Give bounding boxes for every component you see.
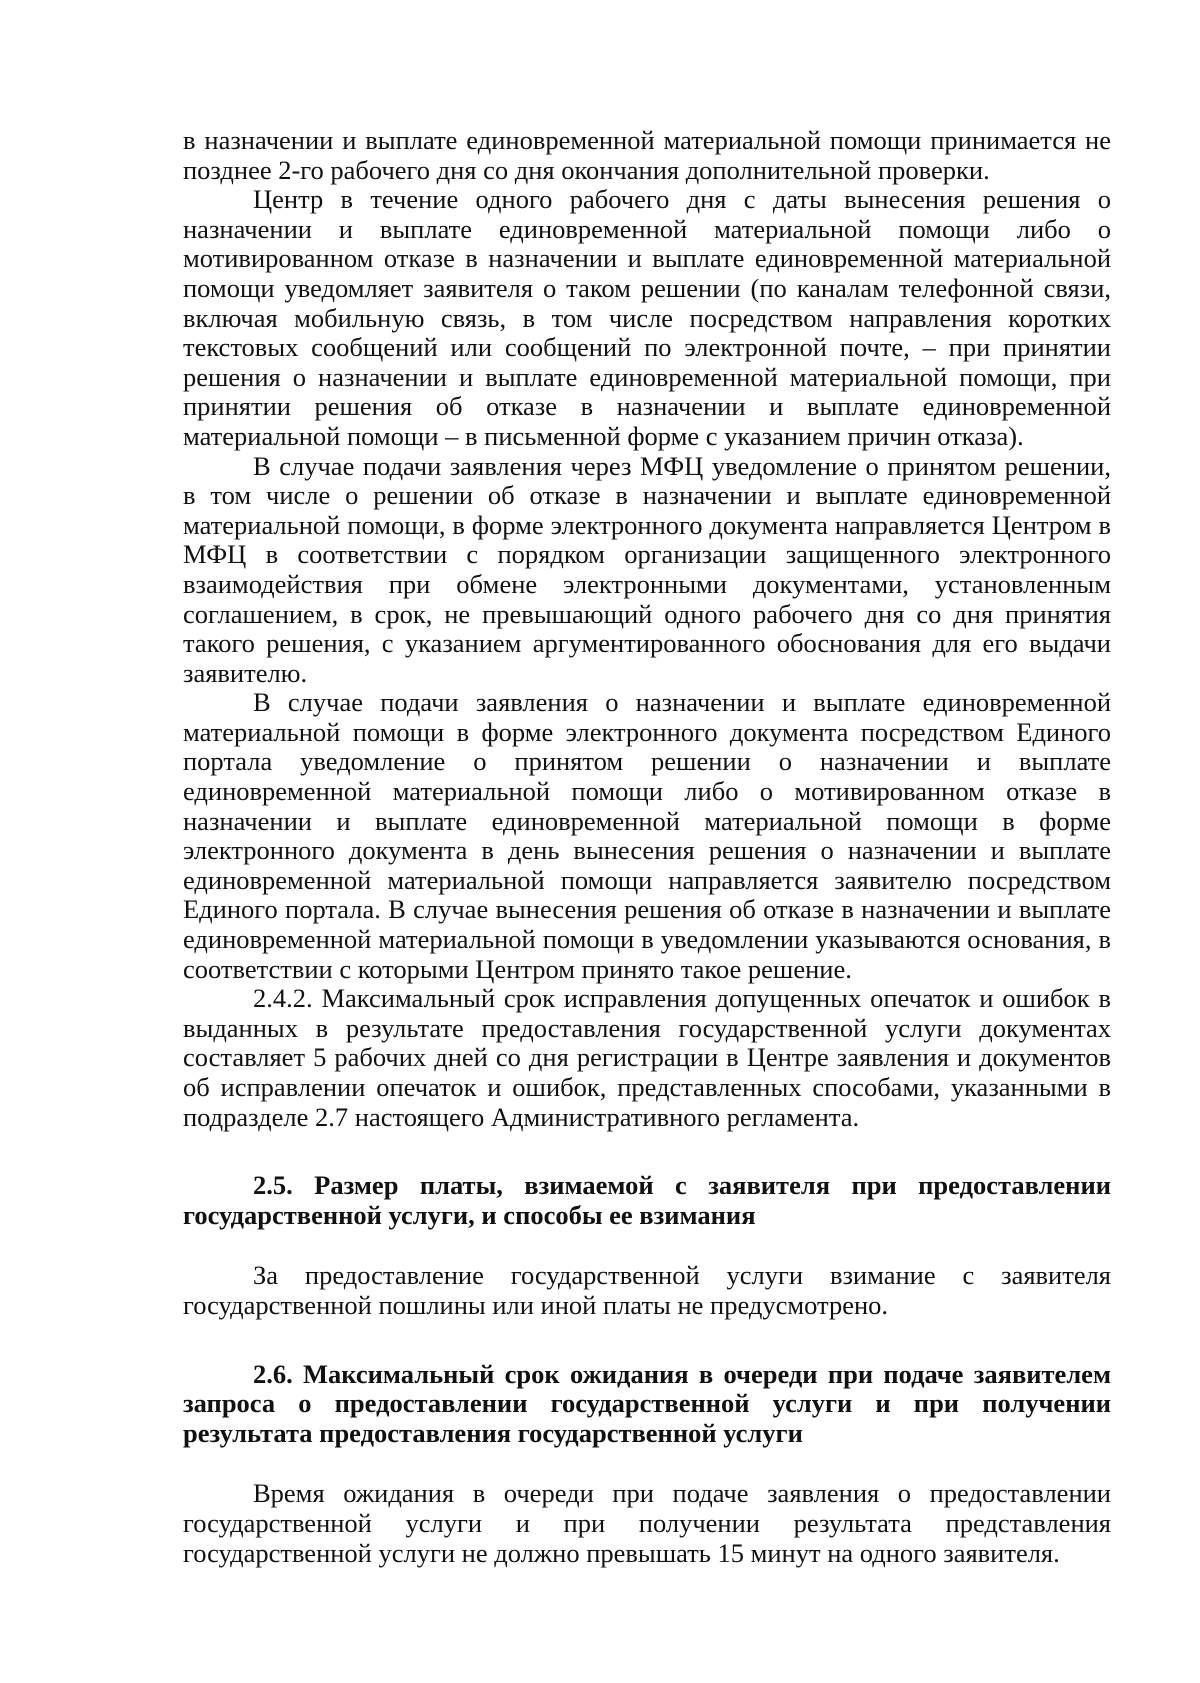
section-text-2-6: Время ожидания в очереди при подаче заявления о предоставлении государственной услуги и при получении результата представления государственной услуги не должно превышать 15 минут на одного заявителя. bbox=[183, 1478, 1111, 1568]
section-gap bbox=[183, 1132, 1111, 1171]
document-page bbox=[183, 126, 1111, 1568]
heading-gap bbox=[183, 1448, 1111, 1479]
paragraph-portal: В случае подачи заявления о назначении и выплате единовременной материальной помощи в форме электронного документа посредством Единого портала уведомление о принятом решении о назначении и выплате единовременной материальной помощи либо о мотивированном отказе в назначении и выплате единовременной материальной помощи в форме электронного документа в день вынесения решения о назначении и выплате единовременной материальной помощи направляется заявителю посредством Единого портала. В случае вынесения решения об отказе в назначении и выплате единовременной материальной помощи в уведомлении указываются основания, в соответствии с которыми Центром принято такое решение. bbox=[183, 687, 1111, 984]
section-heading-2-5: 2.5. Размер платы, взимаемой с заявителя при предоставлении государственной услуги, и способы ее взимания bbox=[183, 1170, 1111, 1230]
paragraph-mfc: В случае подачи заявления через МФЦ уведомление о принятом решении, в том числе о решении об отказе в назначении и выплате единовременной материальной помощи, в форме электронного документа направляется Центром в МФЦ в соответствии с порядком организации защищенного электронного взаимодействия при обмене электронными документами, установленным соглашением, в срок, не превышающий одного рабочего дня со дня принятия такого решения, с указанием аргументированного обоснования для его выдачи заявителю. bbox=[183, 450, 1111, 688]
paragraph-continuation: в назначении и выплате единовременной материальной помощи принимается не позднее 2-го рабочего дня со дня окончания дополнительной проверки. bbox=[183, 125, 1111, 185]
heading-gap bbox=[183, 1230, 1111, 1261]
section-heading-2-6: 2.6. Максимальный срок ожидания в очереди при подаче заявителем запроса о предоставлении государственной услуги и при получении результата предоставления государственной услуги bbox=[183, 1358, 1111, 1448]
paragraph-notification: Центр в течение одного рабочего дня с даты вынесения решения о назначении и выплате единовременной материальной помощи либо о мотивированном отказе в назначении и выплате единовременной материальной помощи уведомляет заявителя о таком решении (по каналам телефонной связи, включая мобильную связь, в том числе посредством направления коротких текстовых сообщений или сообщений по электронной почте, – при принятии решения о назначении и выплате единовременной материальной помощи, при принятии решения об отказе в назначении и выплате единовременной материальной помощи – в письменной форме с указанием причин отказа). bbox=[183, 184, 1111, 451]
section-gap bbox=[183, 1321, 1111, 1360]
paragraph-2-4-2: 2.4.2. Максимальный срок исправления допущенных опечаток и ошибок в выданных в результате предоставления государственной услуги документах составляет 5 рабочих дней со дня регистрации в Центре заявления и документов об исправлении опечаток и ошибок, представленных способами, указанными в подразделе 2.7 настоящего Административного регламента. bbox=[183, 983, 1111, 1132]
section-text-2-5: За предоставление государственной услуги взимание с заявителя государственной пошлины или иной платы не предусмотрено. bbox=[183, 1260, 1111, 1320]
